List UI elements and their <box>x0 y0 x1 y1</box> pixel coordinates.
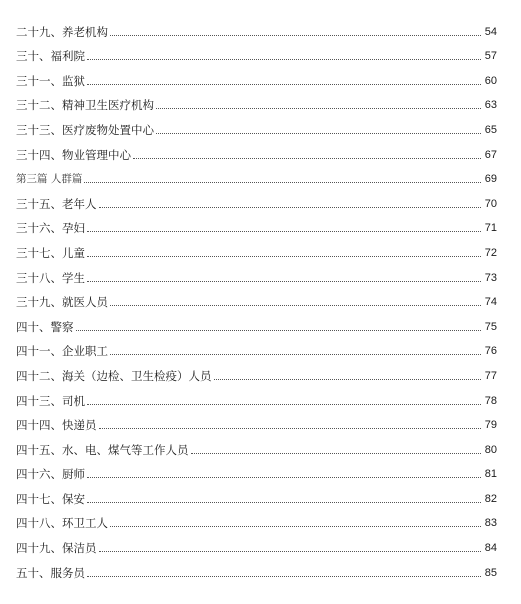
toc-entry[interactable] <box>16 506 497 531</box>
toc-entry[interactable] <box>16 112 497 137</box>
toc-entry-page: 83 <box>484 517 497 530</box>
toc-entry[interactable] <box>16 211 497 236</box>
toc-entry[interactable] <box>16 334 497 359</box>
toc-dot-leader <box>87 231 481 232</box>
toc-entry-page: 79 <box>484 419 497 432</box>
toc-entry-page: 81 <box>484 468 497 481</box>
toc-dot-leader <box>76 330 481 331</box>
toc-dot-leader <box>110 35 481 36</box>
toc-dot-leader <box>87 404 481 405</box>
toc-entry-title: 三十五、老年人 <box>16 196 97 211</box>
toc-entry[interactable] <box>16 481 497 506</box>
toc-entry-title: 四十四、快递员 <box>16 418 97 433</box>
toc-entry-title: 四十、警察 <box>16 319 74 334</box>
toc-entry-title: 四十一、企业职工 <box>16 344 108 359</box>
toc-entry-page: 60 <box>484 74 497 87</box>
toc-entry-page: 65 <box>484 123 497 136</box>
toc-entry-title: 四十六、厨师 <box>16 467 85 482</box>
toc-dot-leader <box>87 84 481 85</box>
toc-entry-page: 67 <box>484 148 497 161</box>
toc-dot-leader <box>87 59 481 60</box>
toc-part-title: 第三篇 人群篇 <box>16 173 83 186</box>
toc-entry-page: 82 <box>484 492 497 505</box>
toc-entry-page: 84 <box>484 542 497 555</box>
toc-entry-page: 76 <box>484 345 497 358</box>
toc-dot-leader <box>110 526 481 527</box>
toc-entry-title: 三十、福利院 <box>16 49 85 64</box>
toc-entry-page: 54 <box>484 25 497 38</box>
toc-dot-leader <box>214 379 481 380</box>
toc-dot-leader <box>87 502 481 503</box>
toc-entry[interactable] <box>16 555 497 580</box>
toc-dot-leader <box>87 256 481 257</box>
table-of-contents <box>16 14 497 580</box>
toc-entry-page: 70 <box>484 197 497 210</box>
toc-entry-title: 三十六、孕妇 <box>16 221 85 236</box>
toc-entry[interactable] <box>16 432 497 457</box>
toc-entry-page: 63 <box>484 99 497 112</box>
toc-entry-title: 三十一、监狱 <box>16 73 85 88</box>
toc-entry-title: 三十九、就医人员 <box>16 295 108 310</box>
toc-entry-page: 77 <box>484 369 497 382</box>
toc-dot-leader <box>191 453 481 454</box>
toc-dot-leader <box>87 576 481 577</box>
toc-dot-leader <box>99 207 481 208</box>
toc-entry-page: 72 <box>484 246 497 259</box>
toc-entry-page: 75 <box>484 320 497 333</box>
toc-dot-leader <box>99 428 481 429</box>
toc-entry-page: 71 <box>484 222 497 235</box>
toc-dot-leader <box>84 182 480 183</box>
toc-dot-leader <box>156 108 481 109</box>
toc-dot-leader <box>110 354 481 355</box>
toc-entry-title: 三十四、物业管理中心 <box>16 147 131 162</box>
toc-entry[interactable] <box>16 14 497 39</box>
toc-dot-leader <box>133 158 481 159</box>
toc-entry[interactable] <box>16 358 497 383</box>
toc-dot-leader <box>87 477 481 478</box>
toc-part-page: 69 <box>484 173 497 186</box>
toc-entry-title: 五十、服务员 <box>16 565 85 580</box>
toc-entry[interactable] <box>16 530 497 555</box>
toc-entry[interactable] <box>16 88 497 113</box>
toc-entry-title: 三十八、学生 <box>16 270 85 285</box>
toc-entry-title: 四十七、保安 <box>16 491 85 506</box>
toc-dot-leader <box>110 305 481 306</box>
toc-entry[interactable] <box>16 457 497 482</box>
toc-entry-title: 四十五、水、电、煤气等工作人员 <box>16 442 189 457</box>
toc-dot-leader <box>99 551 481 552</box>
toc-entry[interactable] <box>16 408 497 433</box>
toc-part-heading[interactable] <box>16 162 497 187</box>
toc-entry[interactable] <box>16 186 497 211</box>
toc-entry-page: 80 <box>484 443 497 456</box>
toc-entry[interactable] <box>16 260 497 285</box>
toc-entry-page: 73 <box>484 271 497 284</box>
toc-entry-title: 三十三、医疗废物处置中心 <box>16 122 154 137</box>
toc-entry[interactable] <box>16 383 497 408</box>
toc-entry[interactable] <box>16 309 497 334</box>
toc-entry[interactable] <box>16 63 497 88</box>
toc-entry-page: 57 <box>484 50 497 63</box>
toc-entry-page: 74 <box>484 296 497 309</box>
toc-entry-title: 四十二、海关（边检、卫生检疫）人员 <box>16 368 212 383</box>
toc-entry-title: 三十七、儿童 <box>16 245 85 260</box>
toc-entry-title: 三十二、精神卫生医疗机构 <box>16 98 154 113</box>
toc-entry-title: 四十八、环卫工人 <box>16 516 108 531</box>
toc-entry[interactable] <box>16 137 497 162</box>
toc-entry-title: 二十九、养老机构 <box>16 24 108 39</box>
toc-dot-leader <box>156 133 481 134</box>
toc-entry[interactable] <box>16 235 497 260</box>
toc-dot-leader <box>87 281 481 282</box>
toc-entry-page: 78 <box>484 394 497 407</box>
toc-entry-title: 四十三、司机 <box>16 393 85 408</box>
toc-entry[interactable] <box>16 285 497 310</box>
toc-entry-title: 四十九、保洁员 <box>16 541 97 556</box>
toc-entry-page: 85 <box>484 566 497 579</box>
toc-entry[interactable] <box>16 39 497 64</box>
